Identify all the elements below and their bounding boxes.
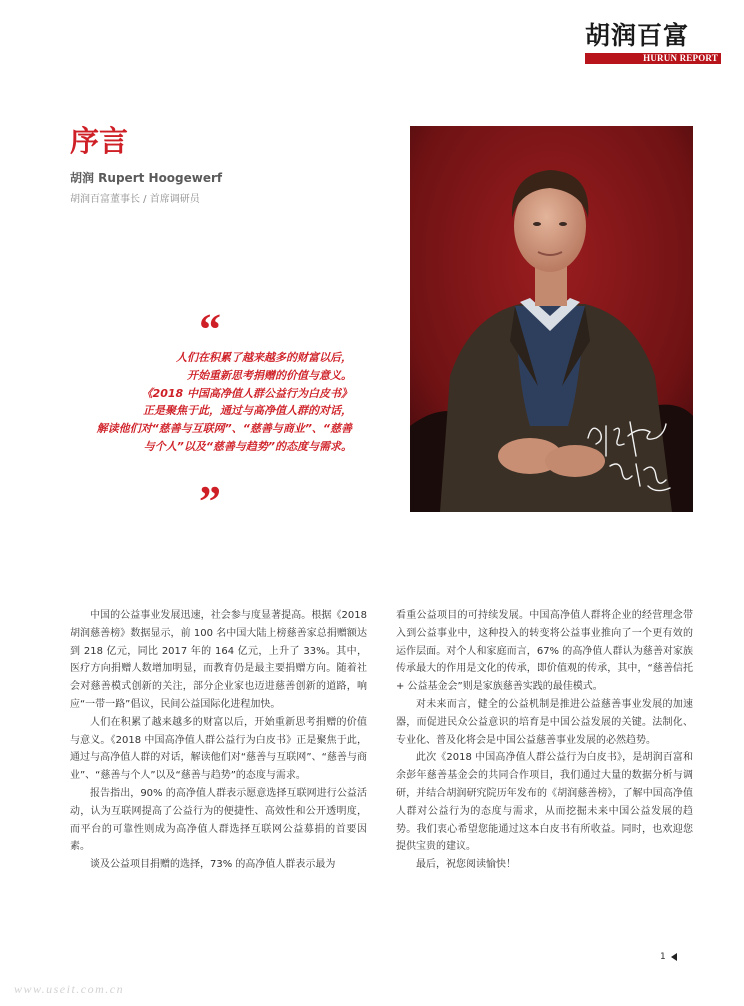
- pull-quote: [70, 349, 352, 456]
- watermark: www.useit.com.cn: [14, 982, 125, 996]
- page-title: 序言: [70, 124, 129, 158]
- body-paragraph: 报告指出，90% 的高净值人群表示愿意选择互联网进行公益活动，认为互联网提高了公益行为的便捷性、高效性和公开透明度，而平台的可靠性则成为高净值人群选择互联网公益募捐的首要因素。: [70, 787, 367, 853]
- body-paragraph: 看重公益项目的可持续发展。中国高净值人群将企业的经营理念带入到公益事业中，这种投入的转变将公益事业推向了一个更有效的运作层面。对个人和家庭而言，67% 的高净值人群认为慈善对家族传承最大的作用是文化的传承，即价值观的传承，其中，“慈善信托 + 公益基金会”则是家族慈善实践的最佳模式。: [396, 610, 693, 693]
- body-paragraph: 对未来而言，健全的公益机制是推进公益慈善事业发展的加速器，而促进民众公益意识的培育是中国公益发展的关键。法制化、专业化、普及化将会是中国公益慈善事业发展的必然趋势。: [396, 698, 693, 746]
- quote-line: 解读他们对“慈善与互联网”、“慈善与商业”、“慈善: [96, 422, 352, 436]
- body-column-right: [396, 607, 693, 874]
- body-column-left: [70, 607, 367, 874]
- open-quote-icon: “: [199, 305, 221, 354]
- body-paragraph: 最后，祝您阅读愉快！: [416, 859, 516, 871]
- body-paragraph: 此次《2018 中国高净值人群公益行为白皮书》，是胡润百富和余彭年慈善基金会的共同合作项目，我们通过大量的数据分析与调研，并结合胡润研究院历年发布的《胡润慈善榜》，了解中国高净值人群对公益行为的态度与需求，从而挖掘未来中国公益发展的趋势。我们衷心希望您能通过这本白皮书有所收益。同时，也欢迎您提供宝贵的建议。: [396, 752, 693, 853]
- author-name: 胡润 Rupert Hoogewerf: [70, 171, 223, 185]
- quote-line: 《2018 中国高净值人群公益行为白皮书》: [141, 386, 352, 400]
- logo-english-text: HURUN REPORT: [643, 53, 718, 63]
- quote-line: 与个人”以及“慈善与趋势”的态度与需求。: [143, 439, 352, 453]
- quote-line: 正是聚焦于此，通过与高净值人群的对话，: [143, 404, 352, 418]
- page-number: 1: [660, 952, 666, 962]
- body-paragraph: 人们在积累了越来越多的财富以后，开始重新思考捐赠的价值与意义。《2018 中国高净值人群公益行为白皮书》正是聚焦于此，通过与高净值人群的对话，解读他们对“慈善与互联网”、“慈善与商业”、“慈善与个人”以及“慈善与趋势”的态度与需求。: [70, 716, 367, 782]
- body-paragraph: 中国的公益事业发展迅速，社会参与度显著提高。根据《2018 胡润慈善榜》数据显示，前 100 名中国大陆上榜慈善家总捐赠额达到 218 亿元，同比 2017 年的 164 亿元，上升了 33%。其中，医疗方向捐赠人数增加明显，而教育仍是最主要捐赠方向。随着社会对慈善模式创新的关注，部分企业家也迈进慈善创新的道路，响应“一带一路”倡议，民间公益国际化进程加快。: [70, 610, 367, 710]
- logo-chinese-text: 胡润百富: [585, 21, 690, 50]
- hurun-report-logo: [585, 20, 721, 64]
- quote-line: 人们在积累了越来越多的财富以后，: [176, 351, 352, 364]
- author-role: 胡润百富董事长 / 首席调研员: [70, 194, 200, 205]
- close-quote-icon: ”: [199, 477, 221, 526]
- page-arrow-icon: [671, 953, 677, 961]
- portrait-photo: [410, 126, 693, 512]
- quote-line: 开始重新思考捐赠的价值与意义。: [187, 368, 352, 382]
- body-paragraph: 谈及公益项目捐赠的选择，73% 的高净值人群表示最为: [90, 859, 336, 871]
